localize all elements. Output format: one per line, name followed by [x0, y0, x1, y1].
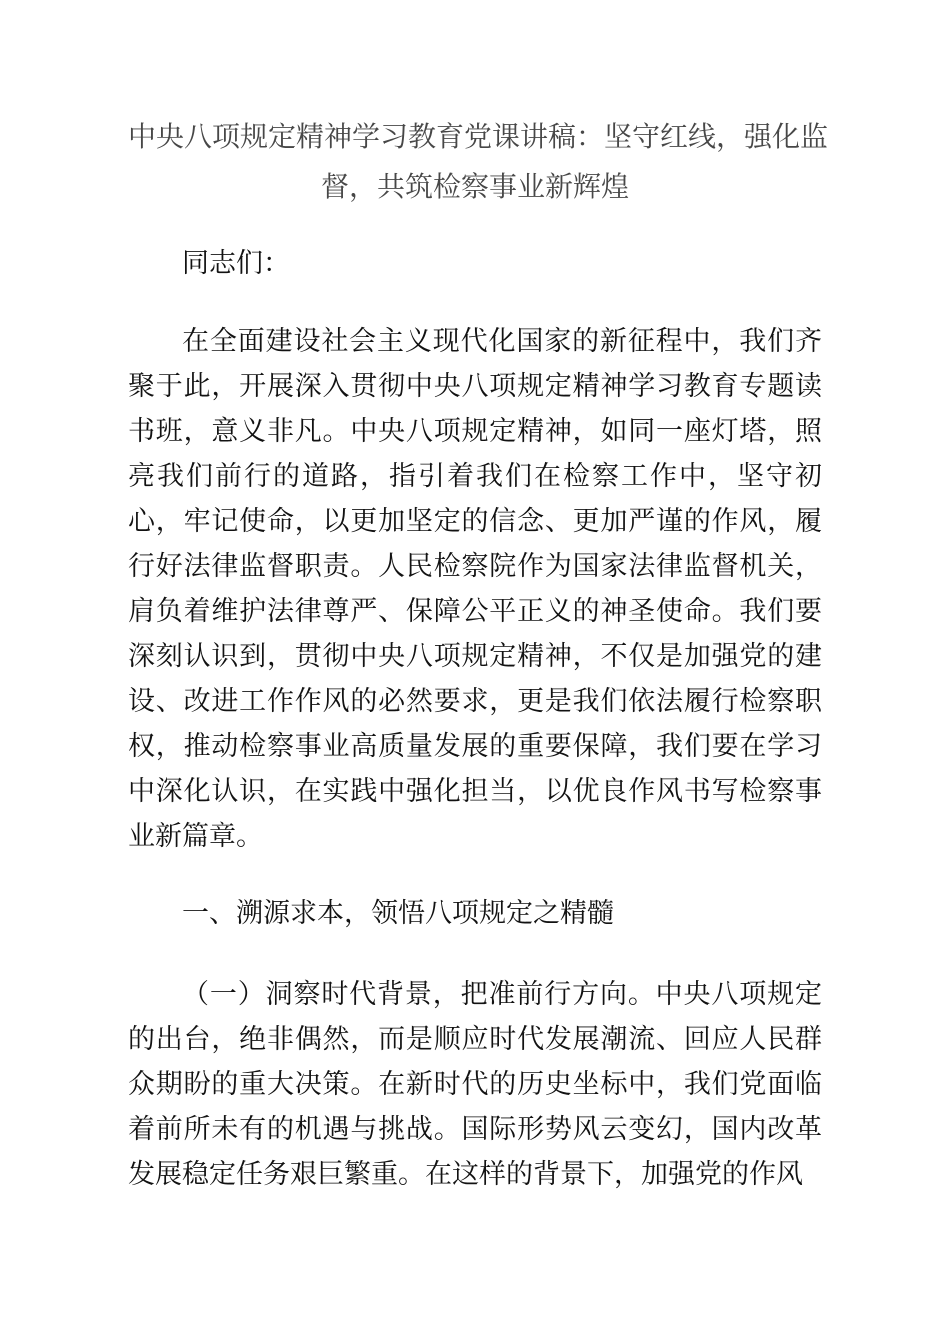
greeting-line: 同志们：	[182, 248, 290, 278]
intro-paragraph: 在全面建设社会主义现代化国家的新征程中，我们齐聚于此，开展深入贯彻中央八项规定精神学习教育专题读书班，意义非凡。中央八项规定精神，如同一座灯塔，照亮我们前行的道路，指引着我们在检察工作中，坚守初心，牢记使命，以更加坚定的信念、更加严谨的作风，履行好法律监督职责。人民检察院作为国家法律监督机关，肩负着维护法律尊严、保障公平正义的神圣使命。我们要深刻认识到，贯彻中央八项规定精神，不仅是加强党的建设、改进工作作风的必然要求，更是我们依法履行检察职权，推动检察事业高质量发展的重要保障，我们要在学习中深化认识，在实践中强化担当，以优良作风书写检察事业新篇章。	[128, 326, 822, 851]
document-title-line-1: 中央八项规定精神学习教育党课讲稿：坚守红线，强化监	[128, 121, 829, 152]
document-title-line-2: 督，共筑检察事业新辉煌	[320, 171, 629, 202]
section-paragraph: （一）洞察时代背景，把准前行方向。中央八项规定的出台，绝非偶然，而是顺应时代发展潮流、回应人民群众期盼的重大决策。在新时代的历史坐标中，我们党面临着前所未有的机遇与挑战。国际形势风云变幻，国内改革发展稳定任务艰巨繁重。在这样的背景下，加强党的作风	[128, 979, 822, 1189]
document-title	[128, 112, 829, 212]
section-heading: 一、溯源求本，领悟八项规定之精髓	[182, 898, 614, 928]
